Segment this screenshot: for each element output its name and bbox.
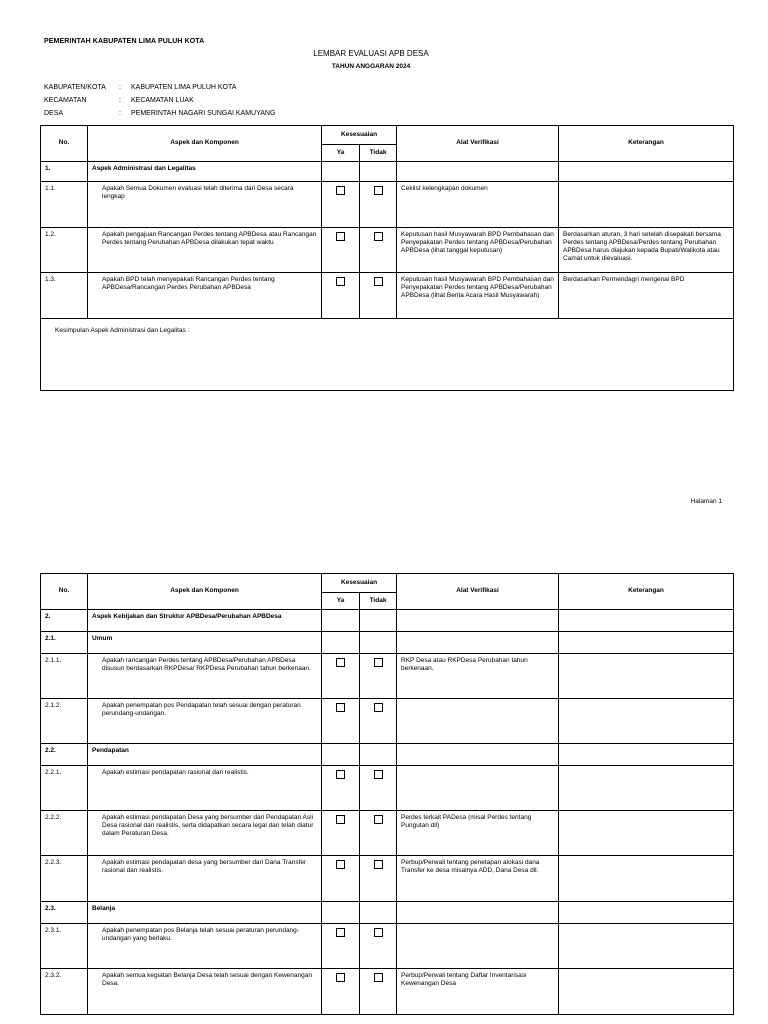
government-heading: PEMERINTAH KABUPATEN LIMA PULUH KOTA [44,38,205,45]
group-row [41,744,734,766]
table-row [41,228,734,273]
section-row [41,162,734,182]
row-no: 1.2. [41,228,88,273]
table-row [41,182,734,228]
table-row [41,811,734,856]
header-aspek: Aspek dan Komponen [88,574,322,610]
ya-cell [322,228,360,273]
section-no: 1. [41,162,88,182]
tidak-checkbox[interactable] [374,928,383,937]
empty-cell [322,744,360,766]
row-aspek: Apakah Semua Dokumen evaluasi telah diterima dari Desa secara lengkap [88,182,322,228]
ya-cell [322,969,360,1015]
group-row [41,902,734,924]
empty-cell [360,902,397,924]
meta-label: DESA [44,110,64,117]
row-no: 2.2.3. [41,856,88,902]
empty-cell [397,610,559,632]
empty-cell [559,632,734,654]
table-header-row [41,574,734,593]
ya-checkbox[interactable] [336,860,345,869]
group-title: Belanja [88,902,322,924]
empty-cell [322,162,360,182]
empty-cell [559,744,734,766]
table-row [41,654,734,699]
row-no: 1.3. [41,273,88,319]
empty-cell [397,162,559,182]
tidak-checkbox[interactable] [374,815,383,824]
header-kesesuaian: Kesesuaian [322,126,397,145]
table-row [41,856,734,902]
document-subtitle: TAHUN ANGGARAN 2024 [331,63,411,70]
group-no: 2.3. [41,902,88,924]
tidak-cell [360,924,397,969]
tidak-cell [360,654,397,699]
row-aspek: Apakah pengajuan Rancangan Perdes tentang APBDesa atau Rancangan Perdes tentang Perubahan APBDesa dilakukan tepat waktu [88,228,322,273]
ya-cell [322,811,360,856]
row-aspek: Apakah BPD telah menyepakati Rancangan Perdes tentang APBDesa/Rancangan Perdes Perubahan APBDesa [88,273,322,319]
meta-colon: : [119,97,121,104]
meta-value: KECAMATAN LUAK [131,97,194,104]
group-no: 2.1. [41,632,88,654]
ya-cell [322,654,360,699]
table-row [41,699,734,744]
tidak-cell [360,182,397,228]
row-keterangan: Berdasarkan Permendagri mengenai BPD [559,273,734,319]
section-title: Aspek Administrasi dan Legalitas [88,162,322,182]
row-no: 2.1.2. [41,699,88,744]
row-alat [397,924,559,969]
ya-cell [322,924,360,969]
group-row [41,632,734,654]
ya-cell [322,182,360,228]
tidak-cell [360,699,397,744]
row-aspek: Apakah penempatan pos Pendapatan telah sesuai dengan peraturan perundang-undangan. [88,699,322,744]
table-header-row [41,126,734,145]
ya-checkbox[interactable] [336,232,345,241]
empty-cell [322,902,360,924]
meta-value: PEMERINTAH NAGARI SUNGAI KAMUYANG [131,110,276,117]
header-keterangan: Keterangan [559,574,734,610]
ya-cell [322,273,360,319]
tidak-checkbox[interactable] [374,703,383,712]
row-keterangan: Berdasarkan aturan, 3 hari setelah disepakati bersama Perdes tentang APBDesa/Perdes tentang Perubahan APBDesa harus diajukan kepada Bupati/Walikota atau Camat untuk dievaluasi. [559,228,734,273]
row-alat: Ceklist kelengkapan dokumen [397,182,559,228]
row-alat: RKP Desa atau RKPDesa Perubahan tahun berkenaan. [397,654,559,699]
row-aspek: Apakah estimasi pendapatan desa yang bersumber dari Dana Transfer rasional dan realistis. [88,856,322,902]
ya-checkbox[interactable] [336,928,345,937]
row-aspek: Apakah semua kegiatan Belanja Desa telah sesuai dengan Kewenangan Desa. [88,969,322,1015]
empty-cell [397,902,559,924]
ya-checkbox[interactable] [336,770,345,779]
header-ya: Ya [322,593,360,610]
tidak-checkbox[interactable] [374,860,383,869]
ya-checkbox[interactable] [336,658,345,667]
empty-cell [397,744,559,766]
tidak-checkbox[interactable] [374,770,383,779]
row-alat [397,699,559,744]
header-ya: Ya [322,145,360,162]
kesimpulan-row [41,319,734,391]
kesimpulan-field[interactable]: Kesimpulan Aspek Administrasi dan Legalitas : [41,319,734,391]
meta-row-desa [0,110,768,120]
row-aspek: Apakah penempatan pos Belanja telah sesuai peraturan perundang-undangan yang berlaku. [88,924,322,969]
meta-row-kecamatan [0,97,768,107]
row-aspek: Apakah estimasi pendapatan rasional dan realistis. [88,766,322,811]
empty-cell [360,744,397,766]
row-keterangan [559,856,734,902]
row-no: 2.1.1. [41,654,88,699]
document-title: LEMBAR EVALUASI APB DESA [313,49,429,58]
row-aspek: Apakah estimasi pendapatan Desa yang bersumber dari Pendapatan Asli Desa rasional dan realistis, serta didapatkan secara legal dan telah diatur dalam Peraturan Desa. [88,811,322,856]
section-no: 2. [41,610,88,632]
ya-cell [322,766,360,811]
tidak-cell [360,811,397,856]
header-kesesuaian: Kesesuaian [322,574,397,593]
ya-checkbox[interactable] [336,186,345,195]
empty-cell [559,162,734,182]
tidak-cell [360,273,397,319]
table-row [41,273,734,319]
empty-cell [397,632,559,654]
tidak-checkbox[interactable] [374,186,383,195]
table-row [41,969,734,1015]
ya-checkbox[interactable] [336,703,345,712]
row-alat: Perbup/Perwali tentang penetapan alokasi dana Transfer ke desa misalnya ADD, Dana Desa dll. [397,856,559,902]
tidak-cell [360,228,397,273]
header-keterangan: Keterangan [559,126,734,162]
ya-checkbox[interactable] [336,277,345,286]
row-alat: Perdes terkait PADesa (misal Perdes tentang Pungutan dll) [397,811,559,856]
tidak-checkbox[interactable] [374,658,383,667]
page-number: Halaman 1 [690,498,722,505]
row-no: 2.3.2. [41,969,88,1015]
header-no: No. [41,126,88,162]
row-alat: Keputusan hasil Musyawarah BPD Pembahasan dan Penyepakatan Perdes tentang APBDesa/Perubahan APBDesa (lihat tanggal keputusan) [397,228,559,273]
meta-row-kabupaten [0,84,768,94]
identity-block [0,84,768,124]
row-no: 2.2.2. [41,811,88,856]
header-alat: Alat Verifikasi [397,574,559,610]
section-title: Aspek Kebijakan dan Struktur APBDesa/Perubahan APBDesa [88,610,322,632]
meta-colon: : [119,84,121,91]
meta-label: KABUPATEN/KOTA [44,84,106,91]
row-keterangan [559,654,734,699]
meta-colon: : [119,110,121,117]
header-aspek: Aspek dan Komponen [88,126,322,162]
row-keterangan [559,924,734,969]
empty-cell [360,632,397,654]
tidak-checkbox[interactable] [374,232,383,241]
section-row [41,610,734,632]
table-row [41,924,734,969]
row-no: 2.3.1. [41,924,88,969]
meta-value: KABUPATEN LIMA PULUH KOTA [131,84,237,91]
empty-cell [322,610,360,632]
evaluation-table-2 [40,573,734,1015]
evaluation-table-1 [40,125,734,391]
empty-cell [360,610,397,632]
row-aspek: Apakah rancangan Perdes tentang APBDesa/Perubahan APBDesa disusun berdasarkan RKPDesa/ RKPDesa Perubahan tahun berkenaan. [88,654,322,699]
tidak-checkbox[interactable] [374,973,383,982]
header-no: No. [41,574,88,610]
tidak-cell [360,969,397,1015]
table-row [41,766,734,811]
ya-checkbox[interactable] [336,815,345,824]
row-keterangan [559,969,734,1015]
tidak-checkbox[interactable] [374,277,383,286]
header-alat: Alat Verifikasi [397,126,559,162]
row-no: 1.1. [41,182,88,228]
row-keterangan [559,699,734,744]
empty-cell [559,610,734,632]
tidak-cell [360,766,397,811]
group-no: 2.2. [41,744,88,766]
header-tidak: Tidak [360,593,397,610]
row-keterangan [559,182,734,228]
empty-cell [559,902,734,924]
group-title: Pendapatan [88,744,322,766]
row-keterangan [559,766,734,811]
meta-label: KECAMATAN [44,97,87,104]
empty-cell [360,162,397,182]
ya-checkbox[interactable] [336,973,345,982]
row-alat [397,766,559,811]
group-title: Umum [88,632,322,654]
tidak-cell [360,856,397,902]
row-alat: Perbup/Perwali tentang Daftar Inventarisasi Kewenangan Desa [397,969,559,1015]
row-no: 2.2.1. [41,766,88,811]
ya-cell [322,699,360,744]
row-keterangan [559,811,734,856]
row-alat: Keputusan hasil Musyawarah BPD Pembahasan dan Penyepakatan Perdes tentang APBDesa/Perubahan APBDesa (lihat Berita Acara Hasil Musyawarah) [397,273,559,319]
header-tidak: Tidak [360,145,397,162]
ya-cell [322,856,360,902]
empty-cell [322,632,360,654]
